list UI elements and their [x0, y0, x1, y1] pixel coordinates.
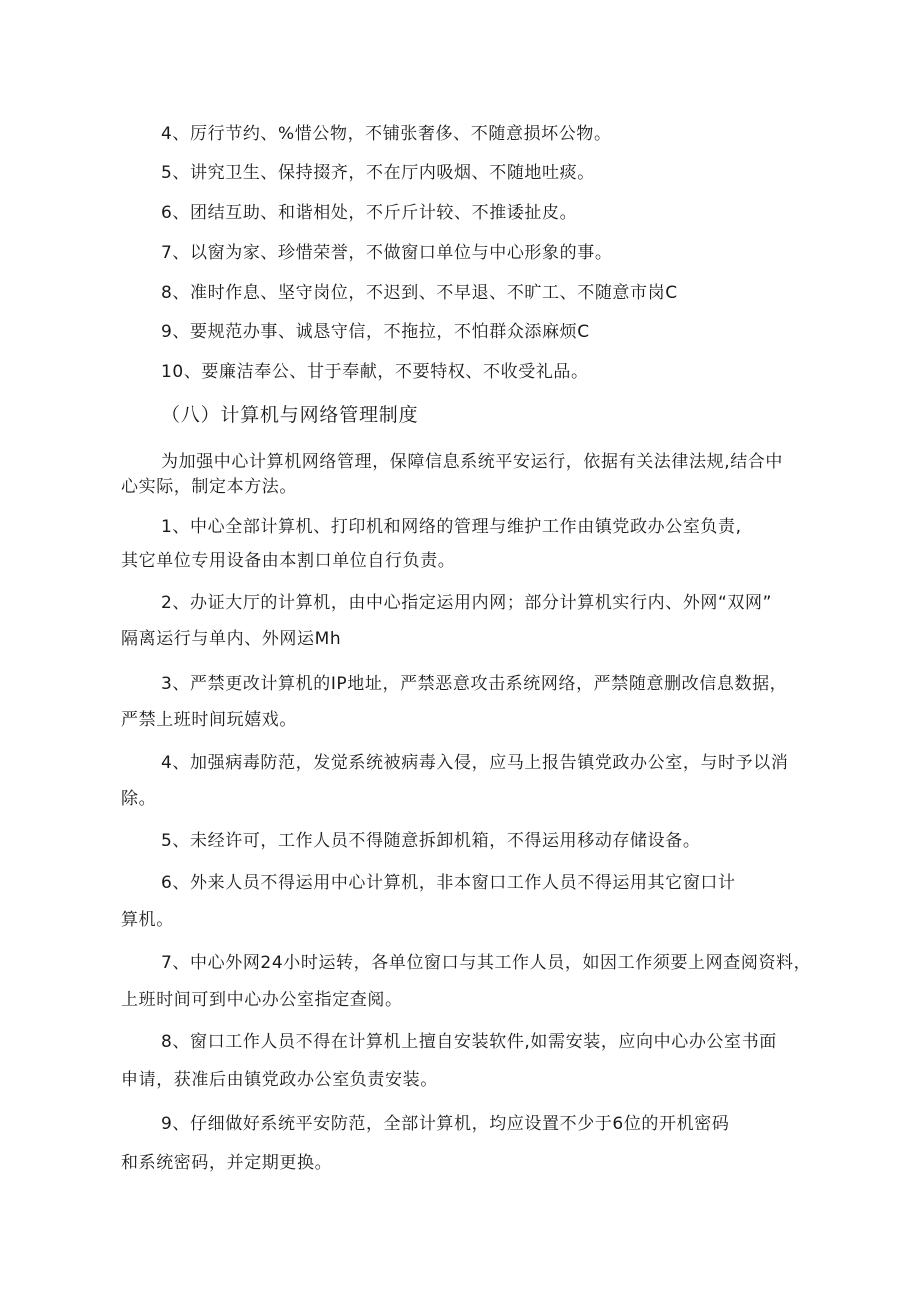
list-item: 5、讲究卫生、保持掇齐，不在厅内吸烟、不随地吐痰。 — [161, 163, 595, 183]
rule-4-line-2: 除。 — [121, 789, 157, 809]
rule-3-line-2: 严禁上班时间玩嬉戏。 — [121, 710, 297, 730]
rule-5-line-1: 5、未经许可，工作人员不得随意拆卸机箱，不得运用移动存储设备。 — [161, 831, 701, 851]
rule-1-line-1: 1、中心全部计算机、打印机和网络的管理与维护工作由镇党政办公室负责, — [161, 517, 742, 537]
intro-line: 为加强中心计算机网络管理，保障信息系统平安运行，依据有关法律法规,结合中 — [161, 452, 784, 472]
section-title: （八）计算机与网络管理制度 — [161, 404, 419, 426]
rule-2-line-2: 隔离运行与单内、外网运Mh — [121, 629, 342, 649]
intro-line: 心实际，制定本方法。 — [121, 477, 297, 497]
rule-6-line-1: 6、外来人员不得运用中心计算机，非本窗口工作人员不得运用其它窗口计 — [161, 873, 736, 893]
rule-8-line-1: 8、窗口工作人员不得在计算机上擅自安装软件,如需安装，应向中心办公室书面 — [161, 1032, 777, 1052]
rule-9-line-1: 9、仔细做好系统平安防范，全部计算机，均应设置不少于6位的开机密码 — [161, 1114, 730, 1134]
rule-7-line-1: 7、中心外网24小时运转，各单位窗口与其工作人员，如因工作须要上网查阅资料， — [161, 953, 812, 973]
rule-3-line-1: 3、严禁更改计算机的IP地址，严禁恶意攻击系统网络，严禁随意删改信息数据， — [161, 674, 788, 694]
list-item: 6、团结互助、和谐相处，不斤斤计较、不推诿扯皮。 — [161, 203, 578, 223]
rule-1-line-2: 其它单位专用设备由本割口单位自行负责。 — [121, 551, 456, 571]
rule-4-line-1: 4、加强病毒防范，发觉系统被病毒入侵，应马上报告镇党政办公室，与时予以消 — [161, 753, 789, 773]
list-item: 9、要规范办事、诚恳守信，不拖拉，不怕群众添麻烦C — [161, 322, 590, 342]
list-item: 7、以窗为家、珍惜荣誉，不做窗口单位与中心形象的事。 — [161, 243, 613, 263]
rule-8-line-2: 申请，获准后由镇党政办公室负责安装。 — [121, 1070, 438, 1090]
list-item: 4、厉行节约、%惜公物，不铺张奢侈、不随意损坏公物。 — [161, 124, 612, 144]
rule-6-line-2: 算机。 — [121, 910, 174, 930]
rule-2-line-1: 2、办证大厅的计算机，由中心指定运用内网；部分计算机实行内、外网“双网” — [161, 593, 773, 613]
list-item: 8、准时作息、坚守岗位，不迟到、不早退、不旷工、不随意市岗C — [161, 283, 678, 303]
rule-7-line-2: 上班时间可到中心办公室指定查阅。 — [121, 990, 403, 1010]
rule-9-line-2: 和系统密码，并定期更换。 — [121, 1153, 333, 1173]
list-item: 10、要廉洁奉公、甘于奉献，不要特权、不收受礼品。 — [161, 362, 589, 382]
